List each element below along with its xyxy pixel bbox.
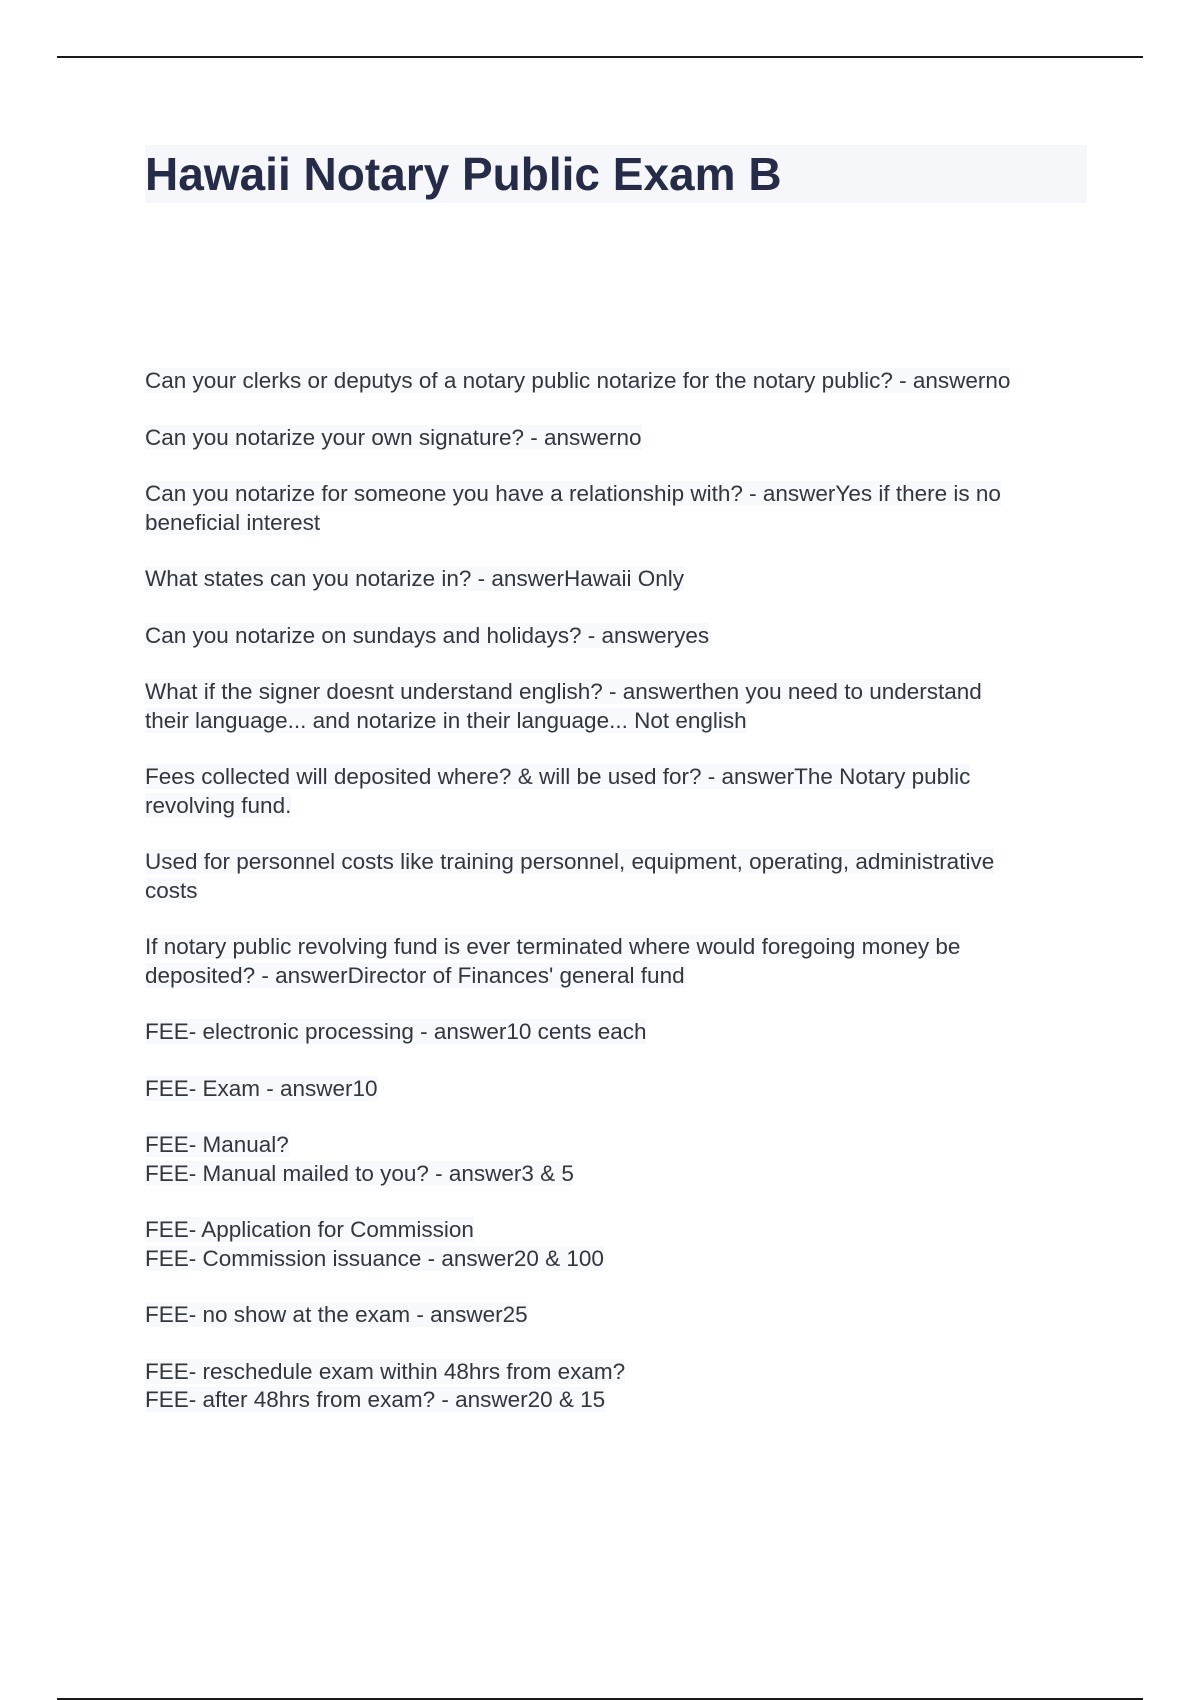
qa-line: [145, 877, 1095, 906]
top-rule: [57, 56, 1143, 58]
qa-text: What if the signer doesnt understand english? - answerthen you need to understand: [145, 679, 982, 704]
qa-item: [145, 1018, 1095, 1047]
qa-line: [145, 1131, 1095, 1160]
qa-text: deposited? - answerDirector of Finances' general fund: [145, 962, 685, 988]
qa-text: beneficial interest: [145, 509, 321, 535]
qa-item: [145, 480, 1095, 537]
qa-text: Can you notarize for someone you have a relationship with? - answerYes if there is no: [145, 481, 1001, 506]
qa-text: FEE- after 48hrs from exam? - answer20 & 15: [145, 1387, 606, 1412]
qa-line: [145, 763, 1095, 792]
qa-line: [145, 1018, 1095, 1047]
qa-line: [145, 565, 1095, 594]
qa-line: [145, 1301, 1095, 1330]
qa-text: Can your clerks or deputys of a notary public notarize for the notary public? - answerno: [145, 368, 1011, 393]
qa-text: Fees collected will deposited where? & will be used for? - answerThe Notary public: [145, 764, 971, 789]
qa-text: FEE- Application for Commission: [145, 1217, 474, 1242]
qa-text: Used for personnel costs like training personnel, equipment, operating, administrative: [145, 849, 995, 874]
qa-text: If notary public revolving fund is ever terminated where would foregoing money be: [145, 934, 961, 959]
qa-item: [145, 933, 1095, 990]
qa-item: [145, 622, 1095, 651]
qa-text: their language... and notarize in their language... Not english: [145, 707, 747, 733]
qa-item: [145, 763, 1095, 820]
qa-line: [145, 848, 1095, 877]
qa-line: [145, 962, 1095, 991]
qa-item: [145, 848, 1095, 905]
qa-text: FEE- reschedule exam within 48hrs from exam?: [145, 1358, 626, 1384]
qa-line: [145, 1245, 1095, 1274]
qa-line: [145, 424, 1095, 453]
qa-item: [145, 1301, 1095, 1330]
qa-text: Can you notarize your own signature? - answerno: [145, 424, 642, 450]
qa-text: FEE- electronic processing - answer10 cents each: [145, 1019, 647, 1044]
qa-item: [145, 1358, 1095, 1415]
qa-line: [145, 1075, 1095, 1104]
qa-line: [145, 1160, 1095, 1189]
qa-line: [145, 480, 1095, 509]
qa-item: [145, 678, 1095, 735]
qa-text: FEE- Exam - answer10: [145, 1075, 378, 1101]
qa-item: [145, 367, 1095, 396]
qa-text: FEE- Manual?: [145, 1132, 289, 1157]
qa-item: [145, 1131, 1095, 1188]
qa-list: [145, 367, 1095, 1443]
qa-line: [145, 622, 1095, 651]
qa-text: costs: [145, 877, 198, 903]
qa-line: [145, 678, 1095, 707]
qa-item: [145, 565, 1095, 594]
document-title: Hawaii Notary Public Exam B: [145, 148, 782, 200]
qa-text: FEE- Commission issuance - answer20 & 100: [145, 1245, 604, 1271]
qa-text: FEE- no show at the exam - answer25: [145, 1302, 528, 1327]
qa-line: [145, 367, 1095, 396]
qa-item: [145, 424, 1095, 453]
qa-text: What states can you notarize in? - answerHawaii Only: [145, 566, 684, 591]
qa-item: [145, 1216, 1095, 1273]
qa-item: [145, 1075, 1095, 1104]
qa-line: [145, 933, 1095, 962]
qa-line: [145, 792, 1095, 821]
qa-text: Can you notarize on sundays and holidays? - answeryes: [145, 622, 710, 648]
qa-line: [145, 1216, 1095, 1245]
qa-line: [145, 1386, 1095, 1415]
qa-line: [145, 707, 1095, 736]
qa-text: revolving fund.: [145, 792, 292, 818]
qa-line: [145, 1358, 1095, 1387]
qa-line: [145, 509, 1095, 538]
qa-text: FEE- Manual mailed to you? - answer3 & 5: [145, 1160, 574, 1186]
